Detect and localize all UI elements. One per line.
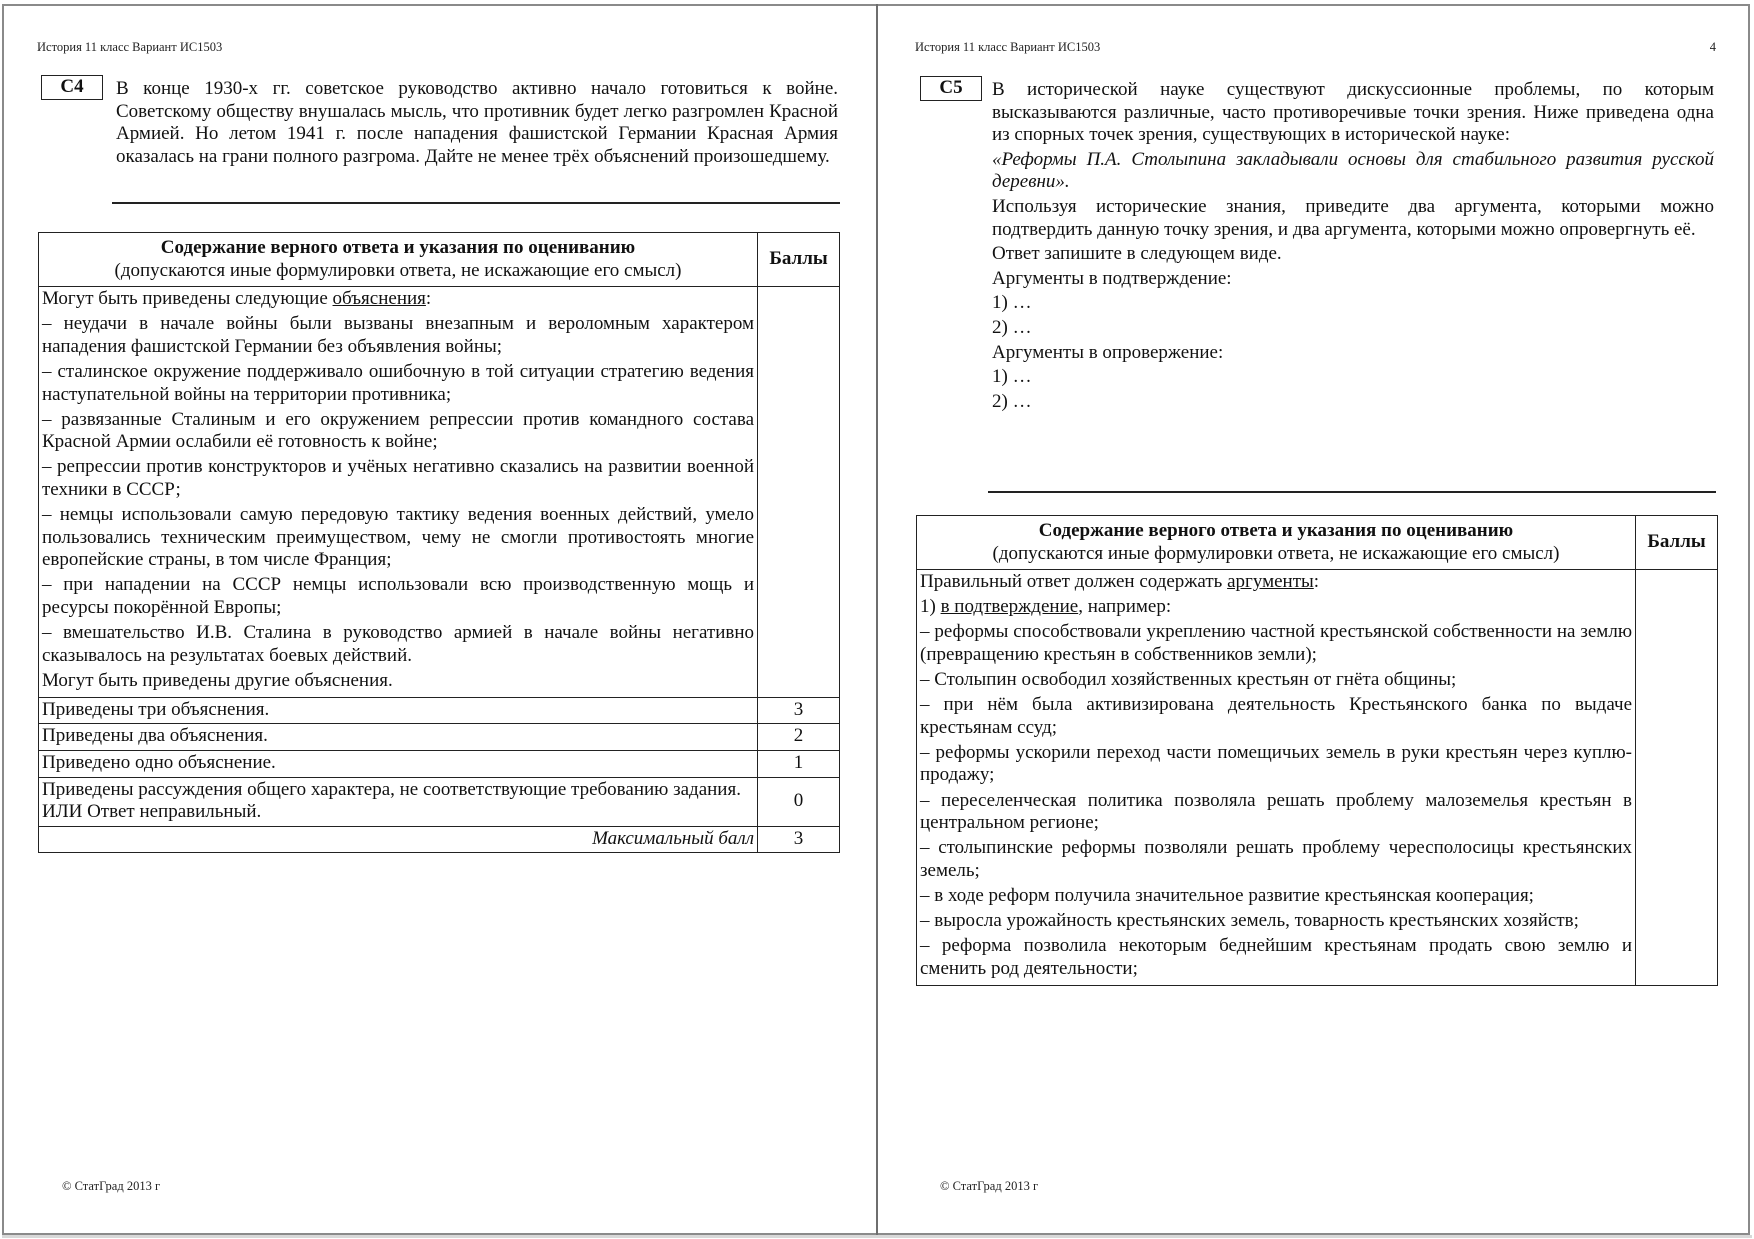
score-value: 1 xyxy=(758,750,840,777)
score-value: 3 xyxy=(758,697,840,724)
task-c5-refute-1: 1) … xyxy=(992,366,1032,388)
task-label-c5: С5 xyxy=(920,76,982,101)
task-c4-rule xyxy=(112,202,840,204)
max-score-label: Максимальный балл xyxy=(39,826,758,853)
rubric-sub-suffix: , например: xyxy=(1078,596,1172,618)
score-criterion: Приведены два объяснения. xyxy=(39,724,758,751)
rubric-content-header xyxy=(917,516,1636,570)
running-head: История 11 класс Вариант ИС1503 xyxy=(915,40,1101,54)
rubric-sub-prefix: 1) xyxy=(920,596,941,618)
score-value: 2 xyxy=(758,724,840,751)
rubric-item: – Столыпин освободил хозяйственных крестьян от гнёта общины; xyxy=(920,669,1457,691)
rubric-item: – в ходе реформ получила значительное развитие крестьянская кооперация; xyxy=(920,884,1534,906)
max-score-row xyxy=(39,826,840,853)
rubric-header-title: Содержание верного ответа и указания по оцениванию xyxy=(160,237,636,258)
task-c5-rule xyxy=(988,491,1716,493)
rubric-item: – столыпинские реформы позволяли решать проблему чересполосицы крестьянских земель; xyxy=(920,837,1633,881)
rubric-header-title: Содержание верного ответа и указания по оцениванию xyxy=(1038,520,1514,541)
task-c5-refute-heading: Аргументы в опровержение: xyxy=(992,341,1224,363)
rubric-content-row xyxy=(39,287,840,698)
score-row xyxy=(39,697,840,724)
task-c5-body xyxy=(992,79,1714,413)
rubric-score-header: Баллы xyxy=(1636,516,1718,570)
rubric-intro-suffix: : xyxy=(425,288,432,310)
task-c5-confirm-heading: Аргументы в подтверждение: xyxy=(992,267,1232,289)
rubric-item: – вмешательство И.В. Сталина в руководство армией в начале войны негативно сказывалось на результатах боевых действий. xyxy=(42,622,755,666)
rubric-table-c4 xyxy=(38,232,840,853)
rubric-sub-keyword: в подтверждение xyxy=(940,596,1079,618)
score-row xyxy=(39,724,840,751)
rubric-header-row xyxy=(917,516,1718,570)
rubric-score-empty xyxy=(1636,570,1718,986)
rubric-header-row xyxy=(39,233,840,287)
score-row xyxy=(39,777,840,826)
rubric-item: – сталинское окружение поддерживало ошибочную в той ситуации стратегию ведения наступательной войны на территории противника; xyxy=(42,360,755,405)
rubric-intro-prefix: Могут быть приведены следующие xyxy=(42,288,333,310)
page-left xyxy=(0,0,876,1239)
page-number: 4 xyxy=(1709,40,1716,54)
rubric-item: – репрессии против конструкторов и учёных негативно сказались на развитии военной техники в СССР; xyxy=(42,456,755,500)
rubric-content-cell xyxy=(917,570,1636,986)
task-c5-confirm-2: 2) … xyxy=(992,316,1032,338)
rubric-table-c5 xyxy=(916,515,1718,986)
rubric-score-empty xyxy=(758,287,840,698)
rubric-item: – при нём была активизирована деятельность Крестьянского банка по выдаче крестьянам ссуд; xyxy=(920,694,1633,738)
rubric-intro-suffix: : xyxy=(1313,571,1320,593)
rubric-subheading xyxy=(920,596,1632,619)
score-criterion-line: ИЛИ Ответ неправильный. xyxy=(42,801,262,823)
score-criterion-line: Приведены рассуждения общего характера, не соответствующие требованию задания. xyxy=(42,778,741,800)
task-c4-text: В конце 1930-х гг. советское руководство активно начало готовиться к войне. Советскому обществу внушалась мысль, что противник будет легко разгромлен Красной Армией. Но летом 1941 г. после нападения фашистской Германии Красная Армия оказалась на грани полного разгрома. Дайте не менее трёх объяснений произошедшему. xyxy=(116,78,838,167)
score-criterion: Приведено одно объяснение. xyxy=(39,750,758,777)
task-c5-instruction: Используя исторические знания, приведите два аргумента, которыми можно подтвердить данную точку зрения, и два аргумента, которыми можно опровергнуть её. xyxy=(992,195,1714,240)
rubric-item: – неудачи в начале войны были вызваны внезапным и вероломным характером нападения фашистской Германии без объявления войны; xyxy=(42,313,755,357)
rubric-content-header xyxy=(39,233,758,287)
task-c5-confirm-1: 1) … xyxy=(992,292,1032,314)
rubric-item: – реформы способствовали укреплению частной крестьянской собственности на землю (превращению крестьян в собственников земли); xyxy=(920,621,1633,665)
score-criterion xyxy=(39,777,758,826)
rubric-content-row xyxy=(917,570,1718,986)
score-value: 0 xyxy=(758,777,840,826)
rubric-header-subtitle: (допускаются иные формулировки ответа, не искажающие его смысл) xyxy=(992,542,1560,564)
rubric-item: – при нападении на СССР немцы использовали всю производственную мощь и ресурсы покорённой Европы; xyxy=(42,574,755,618)
rubric-intro xyxy=(42,288,754,311)
task-c5-intro: В исторической науке существуют дискуссионные проблемы, по которым высказываются различные, часто противоречивые точки зрения. Ниже приведена одна из спорных точек зрения, существующих в исторической науке: xyxy=(992,79,1714,146)
score-row xyxy=(39,750,840,777)
rubric-item: – выросла урожайность крестьянских земель, товарность крестьянских хозяйств; xyxy=(920,910,1579,931)
max-score-value: 3 xyxy=(758,826,840,853)
page-footer: © СтатГрад 2013 г xyxy=(62,1179,161,1193)
rubric-closing: Могут быть приведены другие объяснения. xyxy=(42,669,393,691)
rubric-item: – переселенческая политика позволяла решать проблему малоземелья крестьян в центральном регионе; xyxy=(920,789,1633,834)
task-c5-refute-2: 2) … xyxy=(992,390,1032,412)
page-footer: © СтатГрад 2013 г xyxy=(940,1179,1039,1193)
rubric-score-header: Баллы xyxy=(758,233,840,287)
rubric-item: – реформы ускорили переход части помещичьих земель в руки крестьян через куплю-продажу; xyxy=(920,741,1633,786)
score-criterion: Приведены три объяснения. xyxy=(39,697,758,724)
running-head: История 11 класс Вариант ИС1503 xyxy=(37,40,223,54)
rubric-header-subtitle: (допускаются иные формулировки ответа, не искажающие его смысл) xyxy=(114,259,682,281)
rubric-intro xyxy=(920,571,1632,594)
page-right xyxy=(878,0,1754,1239)
rubric-intro-keyword: аргументы xyxy=(1227,571,1314,593)
rubric-item: – немцы использовали самую передовую тактику ведения военных действий, умело пользовались техническим преимуществом, чему не смогли противостоять многие европейские страны, в том числе Франция; xyxy=(42,504,755,571)
rubric-item: – реформа позволила некоторым беднейшим крестьянам продать свою землю и сменить род деятельности; xyxy=(920,935,1633,979)
task-c5-quote: «Реформы П.А. Столыпина закладывали основы для стабильного развития русской деревни». xyxy=(992,148,1714,193)
task-c5-format-line: Ответ запишите в следующем виде. xyxy=(992,243,1282,265)
rubric-content-cell xyxy=(39,287,758,698)
rubric-item: – развязанные Сталиным и его окружением репрессии против командного состава Красной Армии ослабили её готовность к войне; xyxy=(42,408,755,453)
rubric-intro-prefix: Правильный ответ должен содержать xyxy=(920,571,1228,593)
task-label-c4: С4 xyxy=(41,75,103,100)
rubric-intro-keyword: объяснения xyxy=(332,288,426,310)
